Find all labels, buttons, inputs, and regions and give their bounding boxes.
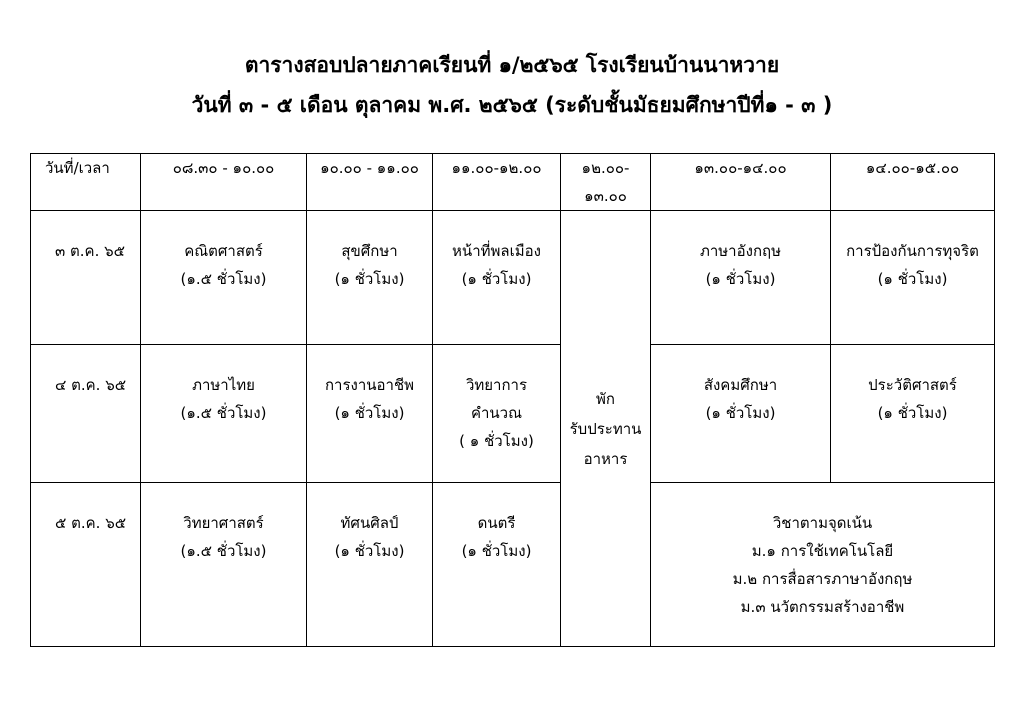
exam-cell	[651, 211, 831, 345]
subject-hours: (๑.๕ ชั่วโมง)	[180, 404, 267, 422]
subject-name: คณิตศาสตร์	[184, 242, 263, 260]
focus-m3: ม.๓ นวัตกรรมสร้างอาชีพ	[740, 598, 905, 616]
exam-cell	[433, 211, 561, 345]
table-row	[31, 483, 995, 647]
subject-name: สังคมศึกษา	[703, 376, 778, 394]
subject-hours: (๑ ชั่วโมง)	[705, 404, 776, 422]
exam-cell	[651, 345, 831, 483]
subject-hours: (๑ ชั่วโมง)	[877, 404, 948, 422]
subject-hours: (๑ ชั่วโมง)	[334, 404, 405, 422]
header-slot-1: ๐๘.๓๐ - ๑๐.๐๐	[141, 154, 307, 211]
focus-m1: ม.๑ การใช้เทคโนโลยี	[751, 542, 894, 560]
day-cell: ๓ ต.ค. ๖๕	[31, 211, 141, 345]
focus-subject-cell	[651, 483, 995, 647]
lunch-break-cell	[561, 211, 651, 647]
subject-name: วิทยาศาสตร์	[183, 514, 264, 532]
header-slot-2: ๑๐.๐๐ - ๑๑.๐๐	[307, 154, 433, 211]
table-row	[31, 211, 995, 345]
schedule-subtitle: วันที่ ๓ - ๕ เดือน ตุลาคม พ.ศ. ๒๕๖๕ (ระดับชั้นมัธยมศึกษาปีที่๑ - ๓ )	[191, 93, 833, 117]
exam-cell	[307, 345, 433, 483]
subject-name: ดนตรี	[477, 514, 516, 532]
subject-hours: (๑ ชั่วโมง)	[877, 270, 948, 288]
lunch-line-2: รับประทาน	[569, 419, 642, 438]
subject-name: การป้องกันการทุจริต	[846, 242, 979, 260]
subject-hours: (๑.๕ ชั่วโมง)	[180, 542, 267, 560]
subject-name: ภาษาไทย	[192, 376, 255, 394]
exam-cell	[307, 483, 433, 647]
header-row	[31, 154, 995, 211]
exam-cell	[831, 211, 995, 345]
subject-name: ประวัติศาสตร์	[868, 376, 957, 394]
table-row	[31, 345, 995, 483]
subject-hours: ( ๑ ชั่วโมง)	[459, 432, 534, 450]
header-day-time: วันที่/เวลา	[31, 154, 141, 211]
focus-title: วิชาตามจุดเน้น	[772, 514, 873, 532]
header-slot-5: ๑๓.๐๐-๑๔.๐๐	[651, 154, 831, 211]
exam-schedule-table	[30, 153, 995, 647]
focus-m2: ม.๒ การสื่อสารภาษาอังกฤษ	[732, 570, 913, 588]
exam-cell	[433, 483, 561, 647]
subject-hours: (๑ ชั่วโมง)	[334, 542, 405, 560]
header-slot-3: ๑๑.๐๐-๑๒.๐๐	[433, 154, 561, 211]
schedule-title: ตารางสอบปลายภาคเรียนที่ ๑/๒๕๖๕ โรงเรียนบ้านนาหวาย	[244, 53, 780, 77]
subject-hours: (๑ ชั่วโมง)	[334, 270, 405, 288]
subject-name: สุขศึกษา	[341, 242, 398, 260]
subject-hours: (๑ ชั่วโมง)	[705, 270, 776, 288]
exam-cell	[141, 345, 307, 483]
exam-cell	[141, 483, 307, 647]
subject-hours: (๑ ชั่วโมง)	[461, 542, 532, 560]
subject-name: หน้าที่พลเมือง	[452, 242, 541, 260]
subject-name: ทัศนศิลป์	[340, 514, 399, 532]
subject-hours: (๑.๕ ชั่วโมง)	[180, 270, 267, 288]
exam-cell	[141, 211, 307, 345]
subject-name: วิทยาการ	[465, 376, 528, 394]
exam-cell	[307, 211, 433, 345]
exam-cell	[433, 345, 561, 483]
header-slot-4-line2: ๑๓.๐๐	[584, 187, 627, 205]
header-slot-4	[561, 154, 651, 211]
lunch-line-3: อาหาร	[583, 449, 628, 468]
exam-cell	[831, 345, 995, 483]
lunch-line-1: พัก	[596, 389, 615, 408]
subject-name: ภาษาอังกฤษ	[699, 242, 781, 260]
day-cell: ๔ ต.ค. ๖๕	[31, 345, 141, 483]
subject-hours: (๑ ชั่วโมง)	[461, 270, 532, 288]
subject-name: การงานอาชีพ	[324, 376, 415, 394]
header-slot-4-line1: ๑๒.๐๐-	[581, 159, 630, 177]
header-slot-6: ๑๔.๐๐-๑๕.๐๐	[831, 154, 995, 211]
subject-name-line2: คำนวณ	[470, 404, 523, 422]
day-cell: ๕ ต.ค. ๖๕	[31, 483, 141, 647]
